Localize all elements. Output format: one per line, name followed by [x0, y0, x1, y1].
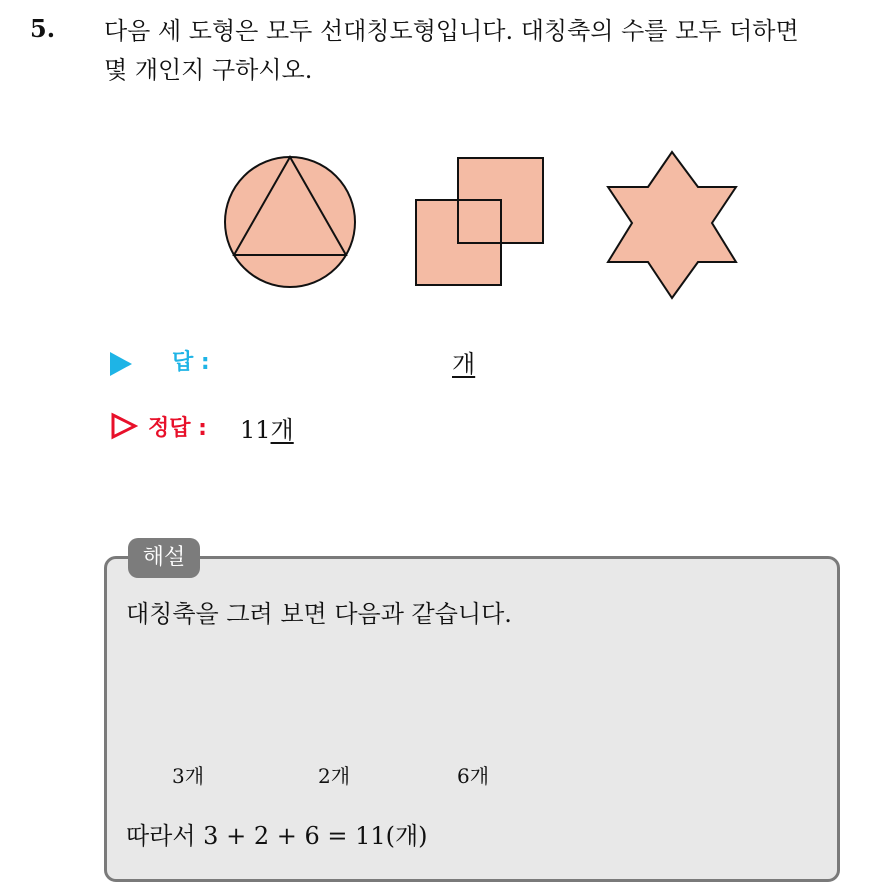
count-label-squares: 2개 [317, 764, 351, 788]
answer-label: 답 : [172, 350, 210, 375]
count-label-circle: 3개 [171, 764, 205, 788]
correct-answer-value: 11 [240, 416, 271, 444]
explanation-intro: 대칭축을 그려 보면 다음과 같습니다. [126, 600, 512, 628]
question-number: 5. [30, 14, 56, 43]
correct-answer [240, 410, 294, 445]
figure-two-squares [416, 158, 543, 285]
outline-triangle-icon [110, 412, 138, 440]
explanation-tag: 해설 [128, 538, 200, 578]
correct-answer-unit: 개 [270, 416, 294, 444]
figure-circle-triangle [225, 157, 355, 287]
count-label-star: 6개 [456, 764, 490, 788]
explanation-formula: 따라서 3 + 2 + 6 = 11(개) [126, 822, 428, 850]
question-line-2: 몇 개인지 구하시오. [104, 56, 313, 84]
answer-unit: 개 [452, 350, 476, 378]
correct-answer-label: 정답 : [148, 416, 207, 441]
figure-six-point-star [608, 152, 736, 298]
question-line-1: 다음 세 도형은 모두 선대칭도형입니다. 대칭축의 수를 모두 더하면 [104, 17, 799, 45]
play-triangle-icon [110, 352, 132, 376]
